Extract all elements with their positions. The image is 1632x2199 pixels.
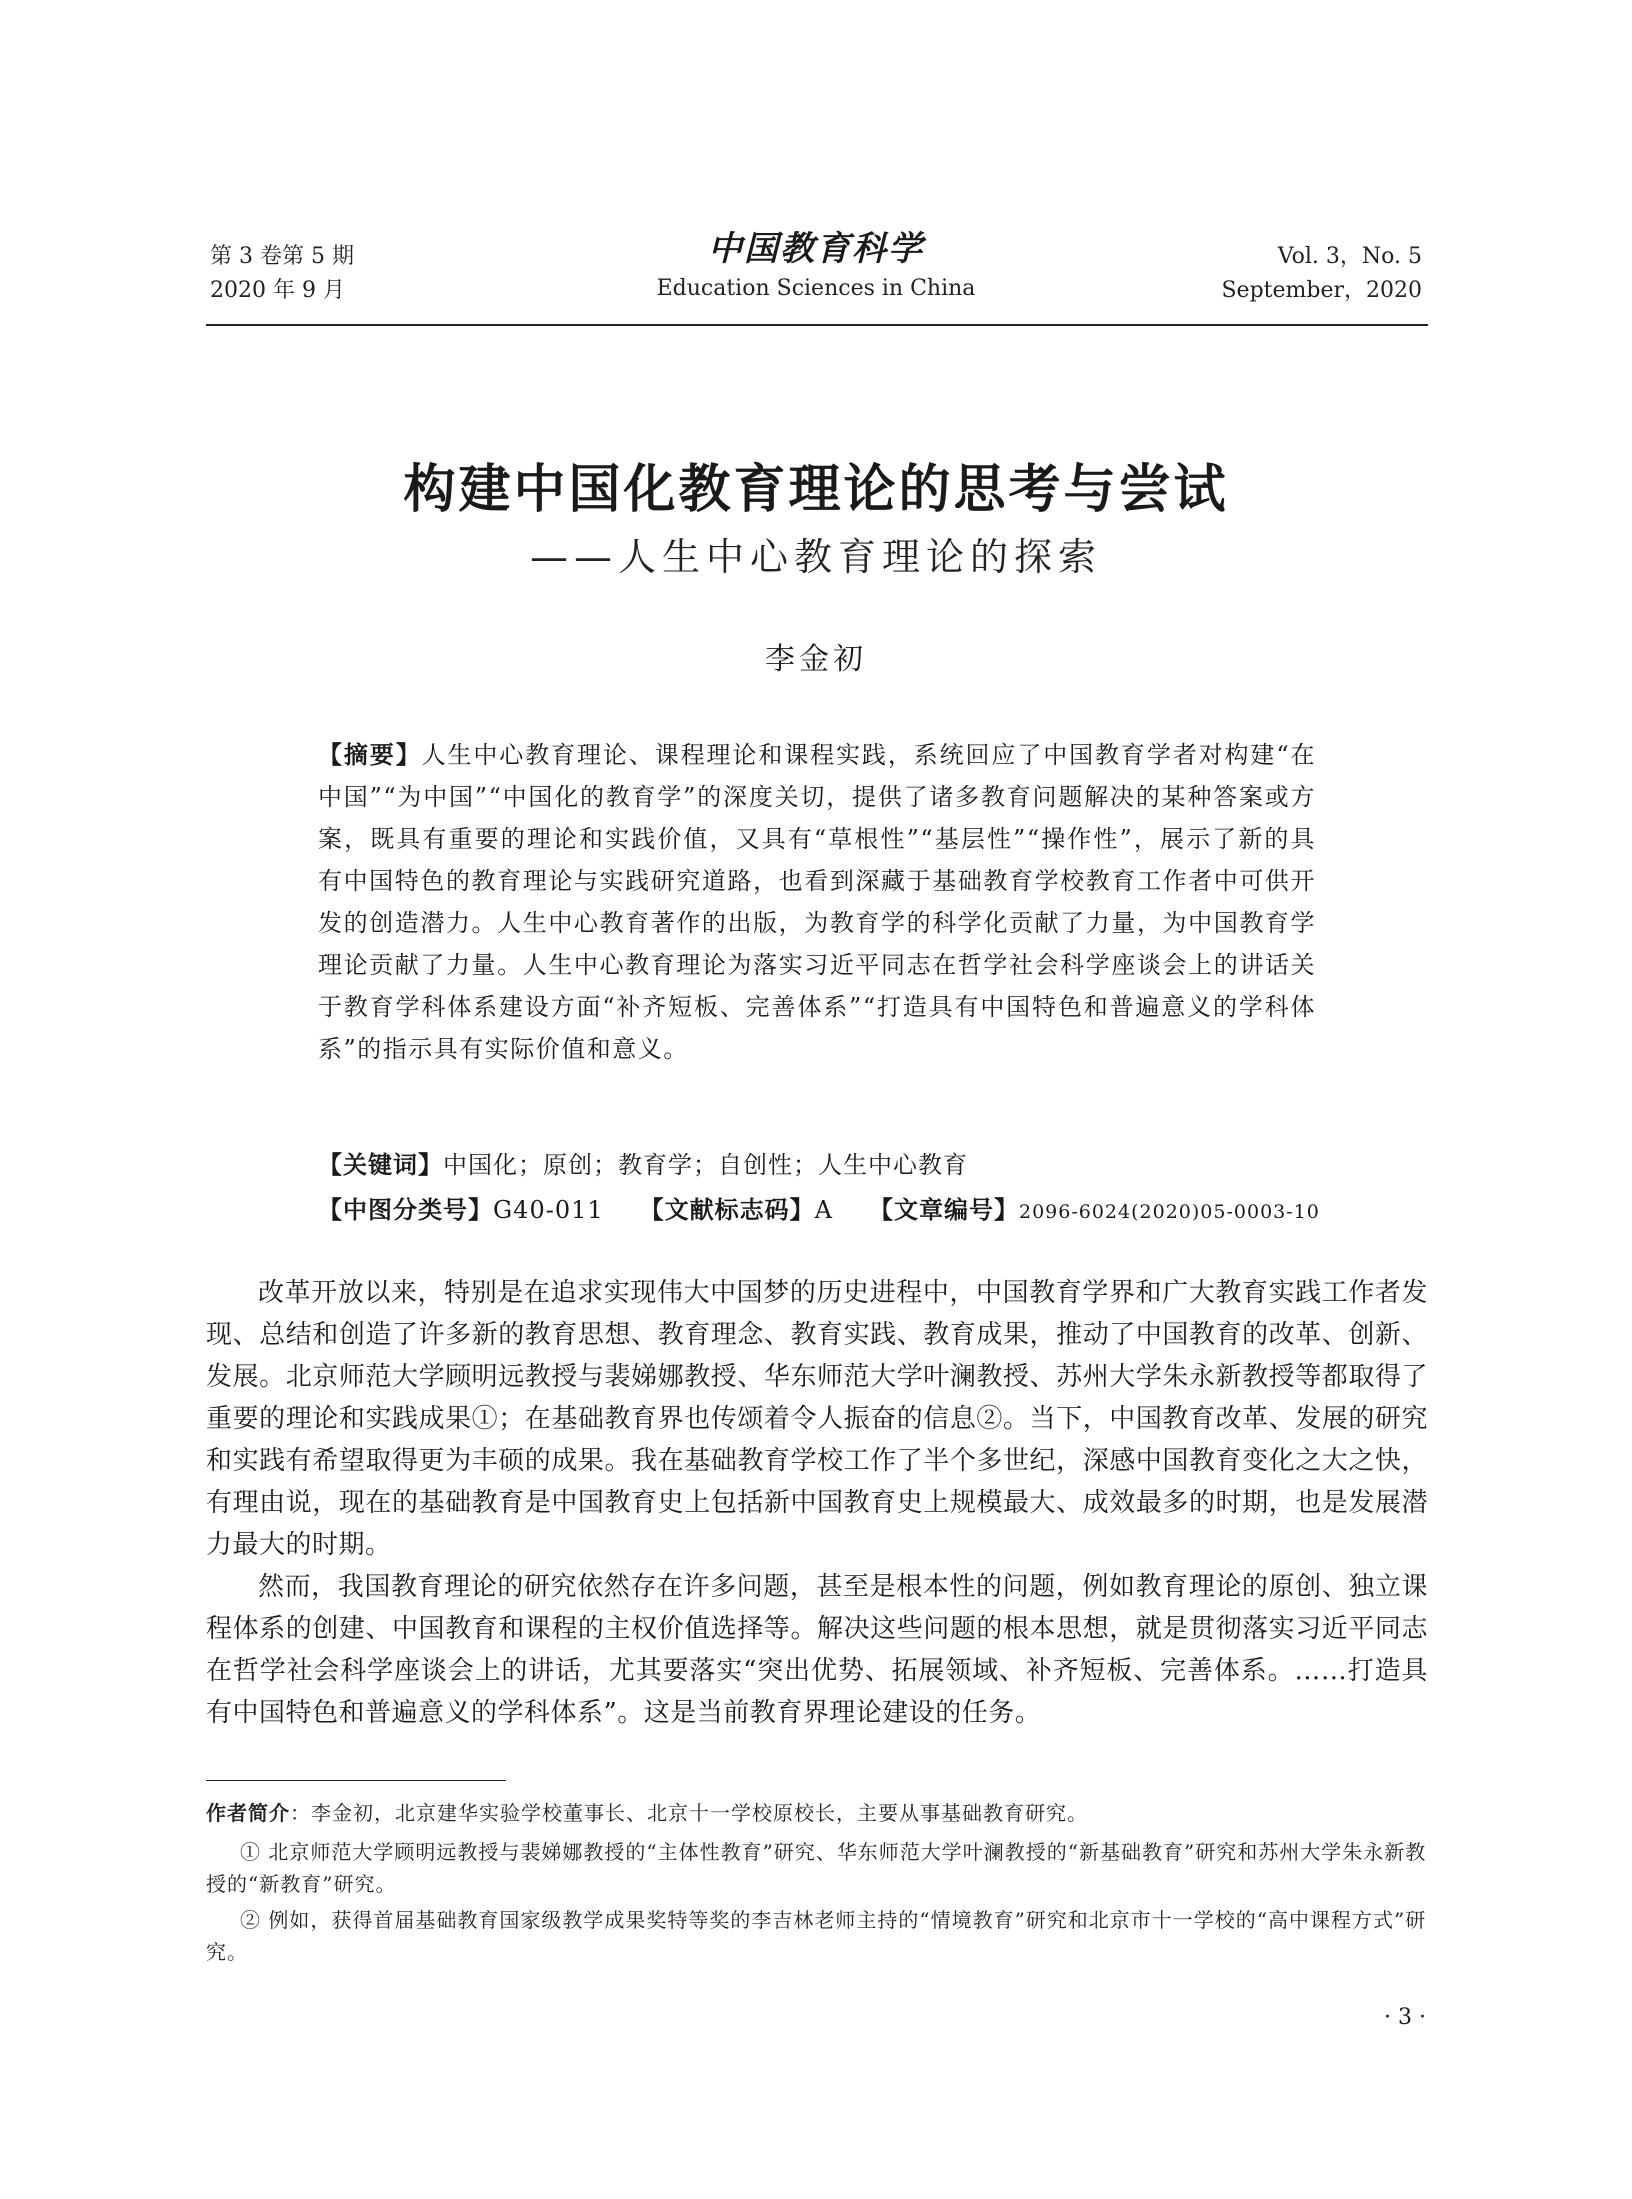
author-bio (206, 1797, 1428, 1829)
footnote-1: ① 北京师范大学顾明远教授与裴娣娜教授的“主体性教育”研究、华东师范大学叶澜教授的“新基础教育”研究和苏州大学朱永新教授的“新教育”研究。 (206, 1840, 1427, 1896)
vol-no-en: Vol. 3，No. 5 (1277, 244, 1422, 269)
clc-value: G40-011 (493, 1196, 604, 1224)
page-number: · 3 · (1384, 2005, 1426, 2030)
volume-issue: 第 3 卷第 5 期 (210, 244, 354, 269)
keywords (318, 1145, 1328, 1185)
footnote-2: ② 例如，获得首届基础教育国家级教学成果奖特等奖的李吉林老师主持的“情境教育”研究和北京市十一学校的“高中课程方式”研究。 (206, 1908, 1427, 1964)
doc-code-value: A (814, 1196, 833, 1224)
abstract-label: 【摘要】 (318, 741, 422, 769)
body-paragraph-1: 改革开放以来，特别是在追求实现伟大中国梦的历史进程中，中国教育学界和广大教育实践工作者发现、总结和创造了许多新的教育思想、教育理念、教育实践、教育成果，推动了中国教育的改革、创新、发展。北京师范大学顾明远教授与裴娣娜教授、华东师范大学叶澜教授、苏州大学朱永新教授等都取得了重要的理论和实践成果①；在基础教育界也传颂着令人振奋的信息②。当下，中国教育改革、发展的研究和实践有希望取得更为丰硕的成果。我在基础教育学校工作了半个多世纪，深感中国教育变化之大之快，有理由说，现在的基础教育是中国教育史上包括新中国教育史上规模最大、成效最多的时期，也是发展潜力最大的时期。 (206, 1278, 1428, 1560)
article-number-label: 【文章编号】 (868, 1196, 1019, 1224)
keywords-text: 中国化；原创；教育学；自创性；人生中心教育 (443, 1151, 968, 1179)
classification-line (318, 1190, 1328, 1232)
author-bio-text: ：李金初，北京建华实验学校董事长、北京十一学校原校长，主要从事基础教育研究。 (290, 1801, 1088, 1825)
body-text (206, 1272, 1428, 1734)
header-right (1221, 240, 1422, 308)
article-subtitle: ——人生中心教育理论的探索 (529, 535, 1102, 579)
date-en: September，2020 (1221, 278, 1422, 303)
author-bio-label: 作者简介 (206, 1801, 290, 1825)
date-cn: 2020 年 9 月 (210, 278, 345, 303)
abstract-text: 人生中心教育理论、课程理论和课程实践，系统回应了中国教育学者对构建“在中国”“为中国”“中国化的教育学”的深度关切，提供了诸多教育问题解决的某种答案或方案，既具有重要的理论和实践价值，又具有“草根性”“基层性”“操作性”，展示了新的具有中国特色的教育理论与实践研究道路，也看到深藏于基础教育学校教育工作者中可供开发的创造潜力。人生中心教育著作的出版，为教育学的科学化贡献了力量，为中国教育学理论贡献了力量。人生中心教育理论为落实习近平同志在哲学社会科学座谈会上的讲话关于教育学科体系建设方面“补齐短板、完善体系”“打造具有中国特色和普遍意义的学科体系”的指示具有实际价值和意义。 (318, 741, 1316, 1063)
journal-name-cn: 中国教育科学 (708, 229, 924, 269)
footnote-rule (206, 1780, 506, 1781)
abstract (318, 734, 1316, 1070)
journal-name-en: Education Sciences in China (656, 276, 976, 301)
keywords-label: 【关键词】 (318, 1151, 443, 1179)
clc-label: 【中图分类号】 (318, 1196, 493, 1224)
article-title: 构建中国化教育理论的思考与尝试 (403, 460, 1229, 520)
article-number-value: 2096-6024(2020)05-0003-10 (1018, 1201, 1320, 1223)
article-author: 李金初 (765, 642, 867, 677)
doc-code-label: 【文献标志码】 (639, 1196, 815, 1224)
header-rule (206, 324, 1428, 326)
body-paragraph-2: 然而，我国教育理论的研究依然存在许多问题，甚至是根本性的问题，例如教育理论的原创、独立课程体系的创建、中国教育和课程的主权价值选择等。解决这些问题的根本思想，就是贯彻落实习近平同志在哲学社会科学座谈会上的讲话，尤其要落实“突出优势、拓展领域、补齐短板、完善体系。……打造具有中国特色和普遍意义的学科体系”。这是当前教育界理论建设的任务。 (206, 1572, 1428, 1728)
